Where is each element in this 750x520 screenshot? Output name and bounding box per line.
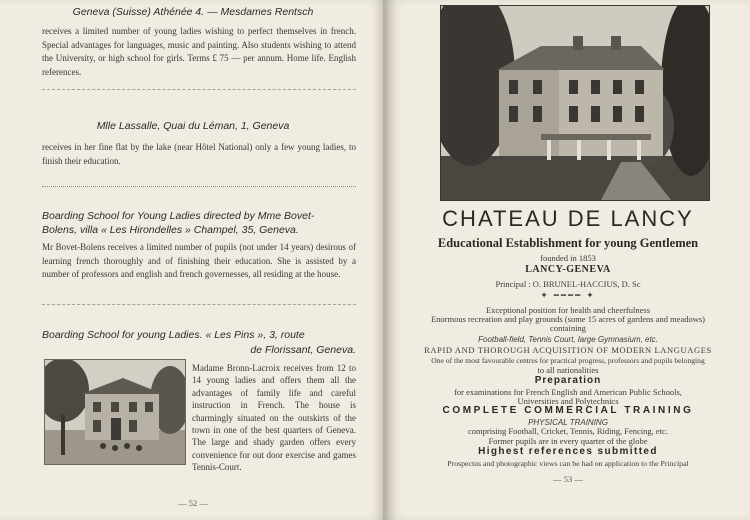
principal-line: Principal : O. BRUNEL-HACCIUS, D. Sc [495, 279, 641, 289]
ad3-title-line2: Bolens, villa « Les Hirondelles » Champel, 35, Geneva. [42, 224, 299, 236]
text-line: comprising Football, Cricket, Tennis, Riding, Fencing, etc. [468, 426, 668, 436]
text-line: Football-field, Tennis Court, large Gymnasium, etc. [478, 335, 658, 344]
page-number: — 53 — [553, 474, 583, 484]
ornament-divider: ✦ ━━━━ ✦ [540, 290, 596, 300]
divider [42, 304, 356, 305]
page-number: — 52 — [178, 498, 208, 508]
ad2-title: Mlle Lassalle, Quai du Léman, 1, Geneva [96, 120, 290, 132]
commercial-training-heading: COMPLETE COMMERCIAL TRAINING [442, 405, 694, 416]
ad4-title-line1: Boarding School for young Ladies. « Les Pins », 3, route [42, 329, 305, 341]
text-line: RAPID AND THOROUGH ACQUISITION OF MODERN LANGUAGES [424, 345, 712, 355]
ad1-title: Geneva (Suisse) Athénée 4. — Mesdames Rentsch [72, 6, 314, 18]
text-line: Prospectus and photographic views can be had on application to the Principal [447, 459, 689, 468]
text-line: for examinations for French English and American Public Schools, [454, 387, 682, 397]
ad3-title-line1: Boarding School for Young Ladies directed by Mme Bovet- [42, 210, 315, 222]
ad3-body: Mr Bovet-Bolens receives a limited number of pupils (not under 14 years) desirous of learning french thoroughly and of finishing their education. She is assisted by a number of professors and english and french governesses, all residing at the house. [42, 242, 356, 279]
ad2-body: receives in her fine flat by the lake (near Hôtel National) only a few young ladies, to finish their education. [42, 142, 356, 166]
divider [42, 186, 356, 187]
school-title: CHATEAU DE LANCY [442, 206, 694, 231]
les-pins-house-photo [44, 359, 186, 465]
ad1-body: receives a limited number of young ladies wishing to perfect themselves in french. Special advantages for languages, music and painting. Also students wishing to attend the University, or high school for girls. Terms £ 75 — per annum. Home life. English references. [42, 26, 356, 77]
ad4-body: Madame Bronn-Lacroix receives from 12 to 14 young ladies and offers them all the advantages of family life and careful instruction in French. The house is charmingly situated on the outskirts of the town in one of the best quarters of Geneva. The large and shady garden offers every convenience for out door exercise and games Tennis-Court. [192, 363, 356, 473]
references-heading: Highest references submitted [478, 446, 658, 457]
founded-line: founded in 1853 [540, 253, 596, 263]
text-line: Enormous recreation and play grounds (some 15 acres of gardens and meadows) [430, 314, 706, 324]
text-line: Exceptional position for health and cheerfulness [485, 305, 651, 315]
text-line: containing [550, 323, 586, 333]
ad4-title-line2: de Florissant, Geneva. [250, 344, 356, 356]
divider [42, 89, 356, 90]
text-line: Former pupils are in every quarter of the globe [488, 436, 648, 446]
text-line: to all nationalities [537, 365, 599, 375]
chateau-photo [440, 5, 710, 201]
location-line: LANCY-GENEVA [525, 264, 611, 275]
physical-training-heading: PHYSICAL TRAINING [528, 418, 608, 427]
preparation-heading: Preparation [534, 375, 602, 386]
text-line: Universities and Polytechnics [517, 396, 619, 406]
right-page [386, 0, 750, 520]
school-subtitle: Educational Establishment for young Gentlemen [437, 236, 699, 250]
text-line: One of the most favourable centres for practical progress, professors and pupils belonging [431, 356, 705, 365]
